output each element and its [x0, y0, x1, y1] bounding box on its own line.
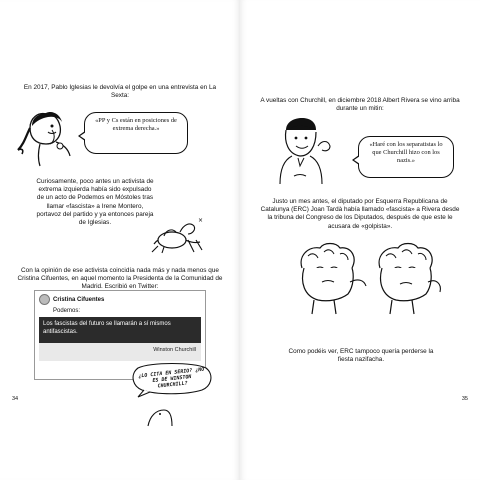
curiously-text: Curiosamente, poco antes un activista de extrema izquierda había sido expulsado de un acto de Podemos en Móstoles tras llamar «fascista» a Irene Montero, portavoz del partido y ya entonces pareja de Iglesias.: [36, 178, 154, 227]
albert-rivera-illustration: [274, 116, 336, 186]
opinion-text: Con la opinión de ese activista coincidía nada más y nada menos que Cristina Cifuentes, en aquel momento la Presidenta de la Comunidad de Madrid. Escribió en Twitter:: [17, 267, 223, 291]
right-page: [240, 0, 480, 480]
avatar: [39, 294, 50, 305]
tweet-quote: Los fascistas del futuro se llamarán a sí mismos antifascistas.: [39, 317, 201, 343]
tweet-credit: Winston Churchill: [39, 343, 201, 361]
tweet-subtitle: Podemos:: [53, 308, 81, 314]
two-figures-illustration: [294, 238, 444, 318]
right-intro-text: A vueltas con Churchill, en diciembre 2018 Albert Rivera se vino arriba durante un mitin:: [260, 97, 460, 113]
right-page-number: 35: [461, 396, 468, 402]
small-character-illustration: [144, 396, 174, 426]
tweet-header: [35, 291, 205, 308]
left-intro-text: En 2017, Pablo Iglesias le devolvía el golpe en una entrevista en La Sexta:: [23, 84, 217, 100]
handwritten-note: ¿LO CITA EN SERIO? ¿NO ES DE WINSTON CHURCHILL?: [138, 366, 205, 390]
fallen-figure-illustration: [150, 214, 210, 254]
closing-text: Como podéis ver, ERC tampoco quería perderse la fiesta nazifacha.: [288, 348, 434, 364]
pablo-iglesias-illustration: [16, 104, 86, 168]
left-page-number: 34: [12, 396, 19, 402]
svg-text:×: ×: [198, 217, 204, 224]
rivera-speech-bubble: «Haré con los separatistas lo que Churchill hizo con los nazis.»: [358, 136, 454, 178]
tweet-author: Cristina Cifuentes: [53, 296, 105, 303]
pablo-speech-bubble: «PP y Cs están en posiciones de extrema derecha.»: [84, 112, 188, 154]
month-before-text: Justo un mes antes, el diputado por Esquerra Republicana de Catalunya (ERC) Joan Tardà había llamado «fascista» a Rivera desde la tribuna del Congreso de los Diputados, después de que este le acusara de «golpista».: [260, 198, 460, 230]
